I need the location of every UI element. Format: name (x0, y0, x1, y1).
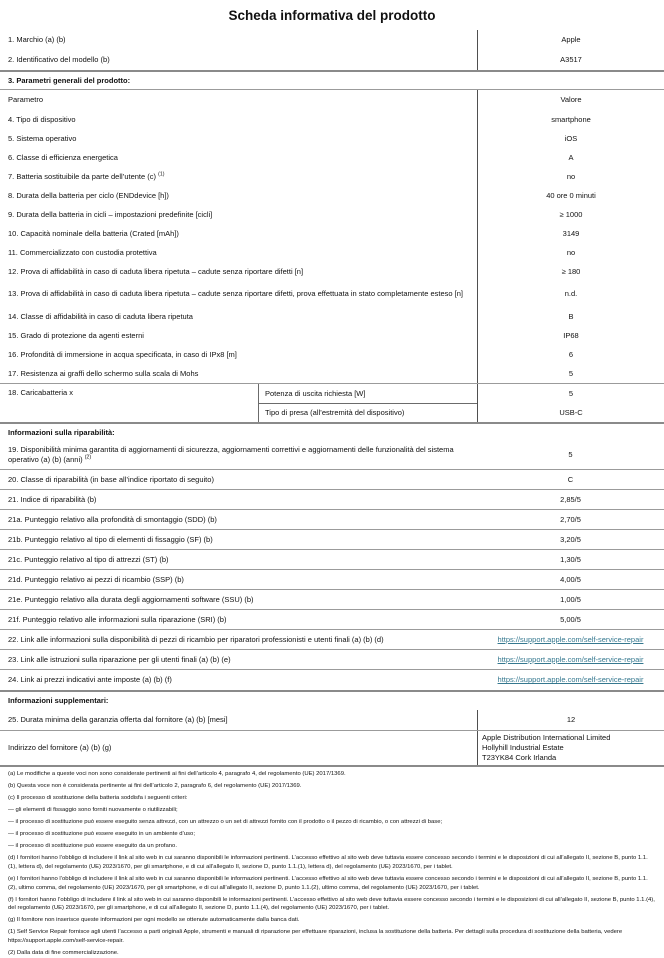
row-label: 8. Durata della batteria per ciclo (ENDdevice [h]) (8, 190, 169, 200)
row-label: 7. Batteria sostituibile da parte dell’utente (c) $^{(1)}$ (8, 171, 165, 181)
row-label: 13. Prova di affidabilità in caso di caduta libera ripetuta – cadute senza riportare difetti, prova effettuata in stato completamente esteso [n] (8, 289, 463, 299)
row-label: Indirizzo del fornitore (a) (b) (g) (8, 742, 112, 752)
row-value: ≥ 180 (477, 262, 664, 281)
spare-parts-link[interactable]: https://support.apple.com/self-service-repair (497, 634, 644, 644)
footnote: (g) Il fornitore non inserisce queste informazioni per ogni modello se ottenute automaticamente dalla banca dati. (8, 917, 300, 924)
footnote: (2) Dalla data di fine commercializzazione. (8, 949, 119, 956)
footnote: — gli elementi di fissaggio sono forniti nuovamente o riutilizzabili; (8, 807, 178, 814)
row-label: 21a. Punteggio relativo alla profondità di smontaggio (SDD) (b) (8, 514, 217, 524)
supplier-row (0, 731, 664, 765)
column-header-row (0, 90, 664, 110)
row-value: IP68 (477, 326, 664, 345)
row-label: 2. Identificativo del modello (b) (8, 55, 110, 65)
table-row (0, 110, 664, 129)
table-row (0, 262, 664, 281)
row-value: A (477, 148, 664, 167)
footnote-ref: (2) (84, 454, 92, 461)
row-value: 3,20/5 (560, 534, 581, 544)
row-value: 6 (477, 345, 664, 364)
table-row (0, 490, 664, 510)
row-value: 4,00/5 (560, 574, 581, 584)
row-value: 40 ore 0 minuti (477, 186, 664, 205)
table-row (0, 650, 664, 670)
row-value: 1,00/5 (560, 594, 581, 604)
footnotes (0, 767, 664, 958)
table-row (0, 364, 664, 383)
table-row (0, 30, 664, 50)
row-value: C (567, 474, 574, 484)
row-value: n.d. (477, 281, 664, 307)
row-label: 5. Sistema operativo (8, 133, 77, 143)
row-label: 21d. Punteggio relativo ai pezzi di ricambio (SSP) (b) (8, 574, 184, 584)
row-value (477, 630, 664, 649)
footnote: (f) I fornitori hanno l’obbligo di includere il link al sito web in cui saranno disponibili le informazioni pertinenti. L’accesso effettivo al sito web deve tuttavia essere concesso secondo i termini e le disposizioni di cui all’allegato II, sezione B, punto 1.1.(4), del regolamento (UE) 2023/1670, per gli smartphone, e di cui all’allegato II, sezione D, punto 1.1.(4), del regolamento (UE) 2023/1670, per i tablet. (8, 896, 655, 912)
row-label: 12. Prova di affidabilità in caso di caduta libera ripetuta – cadute senza riportare difetti [n] (8, 266, 304, 276)
row-label: 24. Link ai prezzi indicativi ante imposte (a) (b) (f) (8, 675, 172, 685)
table-row (0, 129, 664, 148)
row-label: 16. Profondità di immersione in acqua specificata, in caso di IPx8 [m] (8, 349, 237, 359)
row-label: 14. Classe di affidabilità in caso di caduta libera ripetuta (8, 311, 193, 321)
row-label: 11. Commercializzato con custodia protettiva (8, 247, 157, 257)
table-row (0, 710, 664, 730)
section-header-general: 3. Parametri generali del prodotto: (8, 76, 131, 86)
table-row (0, 610, 664, 630)
column-header-param: Parametro (8, 95, 44, 105)
subrow-label: Tipo di presa (all’estremità del dispositivo) (258, 403, 477, 422)
row-value: 2,85/5 (560, 494, 581, 504)
table-row (0, 243, 664, 262)
row-value: 1,30/5 (560, 554, 581, 564)
row-label: 23. Link alle istruzioni sulla riparazione per gli utenti finali (a) (b) (e) (8, 654, 231, 664)
table-row (0, 590, 664, 610)
row-value: 3149 (477, 224, 664, 243)
row-label: 22. Link alle informazioni sulla disponibilità di pezzi di ricambio per riparatori professionisti e utenti finali (a) (b) (d) (8, 634, 384, 644)
row-label: 21b. Punteggio relativo al tipo di elementi di fissaggio (SF) (b) (8, 534, 213, 544)
section-header-supplementary: Informazioni supplementari: (8, 696, 109, 706)
row-label: 19. Disponibilità minima garantita di aggiornamenti di sicurezza, aggiornamenti correttivi e aggiornamenti delle funzionalità del sistema operativo (a) (b) (anni) $^{(2)}$ (8, 445, 454, 465)
charger-row (0, 383, 664, 422)
table-row (0, 470, 664, 490)
charger-subrow (258, 403, 664, 422)
row-value: 5 (477, 364, 664, 383)
table-row (0, 281, 664, 307)
row-value: iOS (477, 129, 664, 148)
repair-instructions-link[interactable]: https://support.apple.com/self-service-repair (497, 654, 644, 664)
row-label: 21f. Punteggio relativo alle informazioni sulla riparazione (SRI) (b) (8, 614, 227, 624)
row-label: 18. Caricabatteria x (8, 388, 74, 398)
supplier-address (477, 731, 664, 765)
row-value: 12 (477, 710, 664, 730)
row-label: 20. Classe di riparabilità (in base all’indice riportato di seguito) (8, 474, 214, 484)
row-label: 15. Grado di protezione da agenti esterni (8, 330, 144, 340)
table-row (0, 205, 664, 224)
table-row (0, 530, 664, 550)
table-row (0, 510, 664, 530)
row-label: 21e. Punteggio relativo alla durata degli aggiornamenti software (SSU) (b) (8, 594, 254, 604)
subrow-value: USB-C (477, 403, 664, 422)
row-label: 21. Indice di riparabilità (b) (8, 494, 97, 504)
row-value: ≥ 1000 (477, 205, 664, 224)
subrow-label: Potenza di uscita richiesta [W] (258, 384, 477, 403)
table-row (0, 50, 664, 70)
row-value (477, 670, 664, 690)
row-value (477, 650, 664, 669)
table-row (0, 570, 664, 590)
table-row (0, 670, 664, 690)
charger-subrow (258, 384, 664, 403)
row-value: no (477, 167, 664, 186)
footnote: (c) Il processo di sostituzione della batteria soddisfa i seguenti criteri: (8, 795, 188, 802)
table-row (0, 630, 664, 650)
footnote: (b) Questa voce non è considerata pertinente ai fini dell’articolo 2, paragrafo 6, del regolamento (UE) 2017/1369. (8, 783, 302, 790)
row-value: Apple (477, 30, 664, 50)
row-label: 6. Classe di efficienza energetica (8, 152, 118, 162)
footnote: — il processo di sostituzione può essere eseguito da un profano. (8, 843, 177, 850)
table-row (0, 326, 664, 345)
column-header-value: Valore (477, 90, 664, 110)
table-row (0, 550, 664, 570)
address-line: T23YK84 Cork Irlanda (482, 752, 557, 762)
row-label: 4. Tipo di dispositivo (8, 114, 76, 124)
row-label: 17. Resistenza ai graffi dello schermo sulla scala di Mohs (8, 368, 199, 378)
row-value: no (477, 243, 664, 262)
row-label: 1. Marchio (a) (b) (8, 35, 66, 45)
row-label: 10. Capacità nominale della batteria (Crated [mAh]) (8, 228, 179, 238)
section-header-repairability: Informazioni sulla riparabilità: (8, 428, 115, 438)
table-row (0, 345, 664, 364)
table-row (0, 167, 664, 186)
table-row (0, 441, 664, 470)
row-value: smartphone (477, 110, 664, 129)
footnote: (e) I fornitori hanno l’obbligo di includere il link al sito web in cui saranno disponibili le informazioni pertinenti. L’accesso effettivo al sito web deve tuttavia essere concesso secondo i termini e le disposizioni di cui all’allegato II, sezione B, punto 1.1.(2), ultimo comma, del regolamento (UE) 2023/1670, per gli smartphone, e di cui all’allegato II, sezione D, punto 1.1.(2), ultimo comma, del regolamento (UE) 2023/1670, per i tablet. (8, 876, 648, 891)
address-line: Apple Distribution International Limited (482, 732, 611, 742)
row-label: 9. Durata della batteria in cicli – impostazioni predefinite [cicli] (8, 209, 213, 219)
footnote: (1) Self Service Repair fornisce agli utenti l’accesso a parti originali Apple, strumenti e manuali di riparazione per effettuare riparazioni, inclusa la sostituzione della batteria. Per dettagli sulla procedura di sostituzione della batteria, vedere https://support.apple.com/self-service-repair. (8, 929, 623, 944)
row-value: 5 (568, 450, 573, 460)
footnote: — il processo di sostituzione può essere eseguito in un ambiente d’uso; (8, 831, 195, 838)
footnote: — il processo di sostituzione può essere eseguito senza attrezzi, con un attrezzo o un set di attrezzi fornito con il prodotto o il pezzo di ricambio, o con attrezzi di base; (8, 819, 443, 826)
footnote: (d) I fornitori hanno l’obbligo di includere il link al sito web in cui saranno disponibili le informazioni pertinenti. L’accesso effettivo al sito web deve tuttavia essere concesso secondo i termini e le disposizioni di cui all’allegato II, sezione B, punto 1.1.(1), lettera d), del regolamento (UE) 2023/1670, per gli smartphone, e di cui all’allegato II, sezione D, punto 1.1.(1), lettera d), del regolamento (UE) 2023/1670, per i tablet. (8, 855, 648, 870)
row-label: 21c. Punteggio relativo al tipo di attrezzi (ST) (b) (8, 554, 169, 564)
row-value: 2,70/5 (560, 514, 581, 524)
table-row (0, 224, 664, 243)
table-row (0, 186, 664, 205)
footnote-ref: (1) (158, 171, 165, 178)
row-value: B (477, 307, 664, 326)
table-row (0, 148, 664, 167)
row-label: 25. Durata minima della garanzia offerta dal fornitore (a) (b) [mesi] (8, 714, 228, 724)
page-title: Scheda informativa del prodotto (228, 8, 436, 23)
row-value: A3517 (477, 50, 664, 70)
table-row (0, 307, 664, 326)
subrow-value: 5 (477, 384, 664, 403)
row-value: 5,00/5 (560, 614, 581, 624)
address-line: Hollyhill Industrial Estate (482, 742, 564, 752)
indicative-prices-link[interactable]: https://support.apple.com/self-service-repair (497, 675, 644, 685)
footnote: (a) Le modifiche a queste voci non sono considerate pertinenti ai fini dell’articolo 4, paragrafo 4, del regolamento (UE) 2017/1369. (8, 770, 346, 777)
